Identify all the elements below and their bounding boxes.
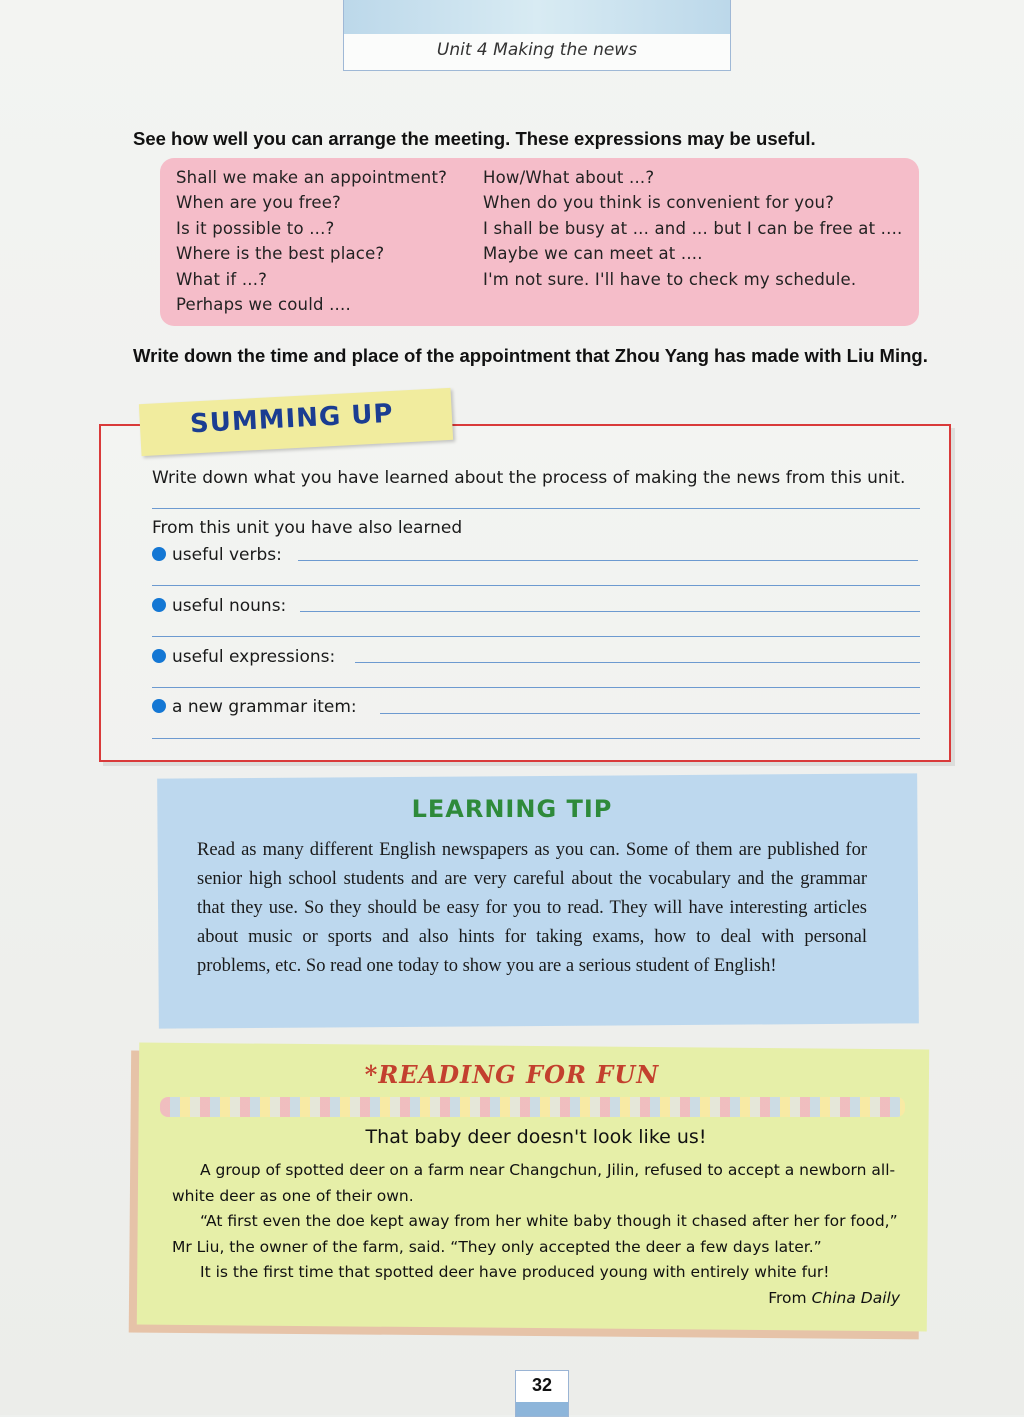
write-down-instruction: Write down the time and place of the appointment that Zhou Yang has made with Liu Ming. xyxy=(133,345,928,366)
unit-title: Unit 4 Making the news xyxy=(436,40,638,60)
source-name: China Daily xyxy=(811,1288,900,1307)
answer-line xyxy=(152,636,920,637)
summing-item-label: a new grammar item: xyxy=(172,697,357,717)
expression-right: How/What about ...? xyxy=(483,168,655,187)
reading-for-fun-title: *READING FOR FUN xyxy=(364,1060,660,1089)
story-paragraph: A group of spotted deer on a farm near Changchun, Jilin, refused to accept a newborn all-white deer as one of their own. xyxy=(172,1161,896,1205)
source-prefix: From xyxy=(768,1288,812,1307)
story-headline: That baby deer doesn't look like us! xyxy=(365,1126,707,1148)
answer-line xyxy=(152,738,920,739)
bullet-icon xyxy=(152,649,166,663)
answer-line xyxy=(380,713,920,714)
also-learned-label: From this unit you have also learned xyxy=(152,518,463,538)
summing-item-label: useful verbs: xyxy=(172,545,282,565)
expression-right: I shall be busy at ... and ... but I can be free at .... xyxy=(483,219,903,238)
story-paragraph: It is the first time that spotted deer have produced young with entirely white fur! xyxy=(200,1263,830,1281)
summing-item xyxy=(152,697,357,717)
story-body xyxy=(172,1158,900,1311)
expression-right: I'm not sure. I'll have to check my schedule. xyxy=(483,270,857,289)
page-number-bar xyxy=(516,1402,568,1416)
header-wave-image xyxy=(344,0,730,34)
bullet-icon xyxy=(152,547,166,561)
expression-left: When are you free? xyxy=(176,193,342,212)
summing-item-label: useful expressions: xyxy=(172,647,336,667)
answer-line xyxy=(152,585,920,586)
page-number xyxy=(515,1370,569,1417)
answer-line xyxy=(300,611,920,612)
summing-item xyxy=(152,647,335,667)
answer-line xyxy=(152,508,920,509)
arrange-title: See how well you can arrange the meeting. These expressions may be useful. xyxy=(133,128,816,149)
summing-item-label: useful nouns: xyxy=(172,596,287,616)
answer-line xyxy=(355,662,920,663)
expression-right: When do you think is convenient for you? xyxy=(483,193,835,212)
expression-left: Is it possible to ...? xyxy=(176,219,335,238)
story-paragraph: “At first even the doe kept away from her white baby though it chased after her for food,” Mr Liu, the owner of the farm, said. “They only accepted the deer a few days later.” xyxy=(172,1212,898,1256)
expression-left: Shall we make an appointment? xyxy=(176,168,448,187)
page-number-text: 32 xyxy=(531,1375,553,1395)
expression-left: Perhaps we could .... xyxy=(176,295,351,314)
learning-tip-title: LEARNING TIP xyxy=(411,795,613,823)
learning-tip-text: Read as many different English newspapers as you can. Some of them are published for senior high school students and are very careful about the vocabulary and the grammar that they use. So they should be easy for you to read. They will have interesting articles about music or sports and also hints for taking exams, how to deal with personal problems, etc. So read one today to show you are a serious student of English! xyxy=(197,840,867,976)
story-source xyxy=(172,1286,900,1312)
expression-left: What if ...? xyxy=(176,270,268,289)
summing-up-instruction: Write down what you have learned about the process of making the news from this unit. xyxy=(152,468,906,488)
expression-left: Where is the best place? xyxy=(176,244,385,263)
bullet-icon xyxy=(152,699,166,713)
flower-border-decoration xyxy=(160,1097,905,1117)
summing-item xyxy=(152,596,286,616)
answer-line xyxy=(152,687,920,688)
bullet-icon xyxy=(152,598,166,612)
summing-up-title: SUMMING UP xyxy=(189,398,395,440)
unit-header xyxy=(343,0,731,71)
expression-right: Maybe we can meet at .... xyxy=(483,244,703,263)
answer-line xyxy=(298,560,918,561)
summing-item xyxy=(152,545,282,565)
